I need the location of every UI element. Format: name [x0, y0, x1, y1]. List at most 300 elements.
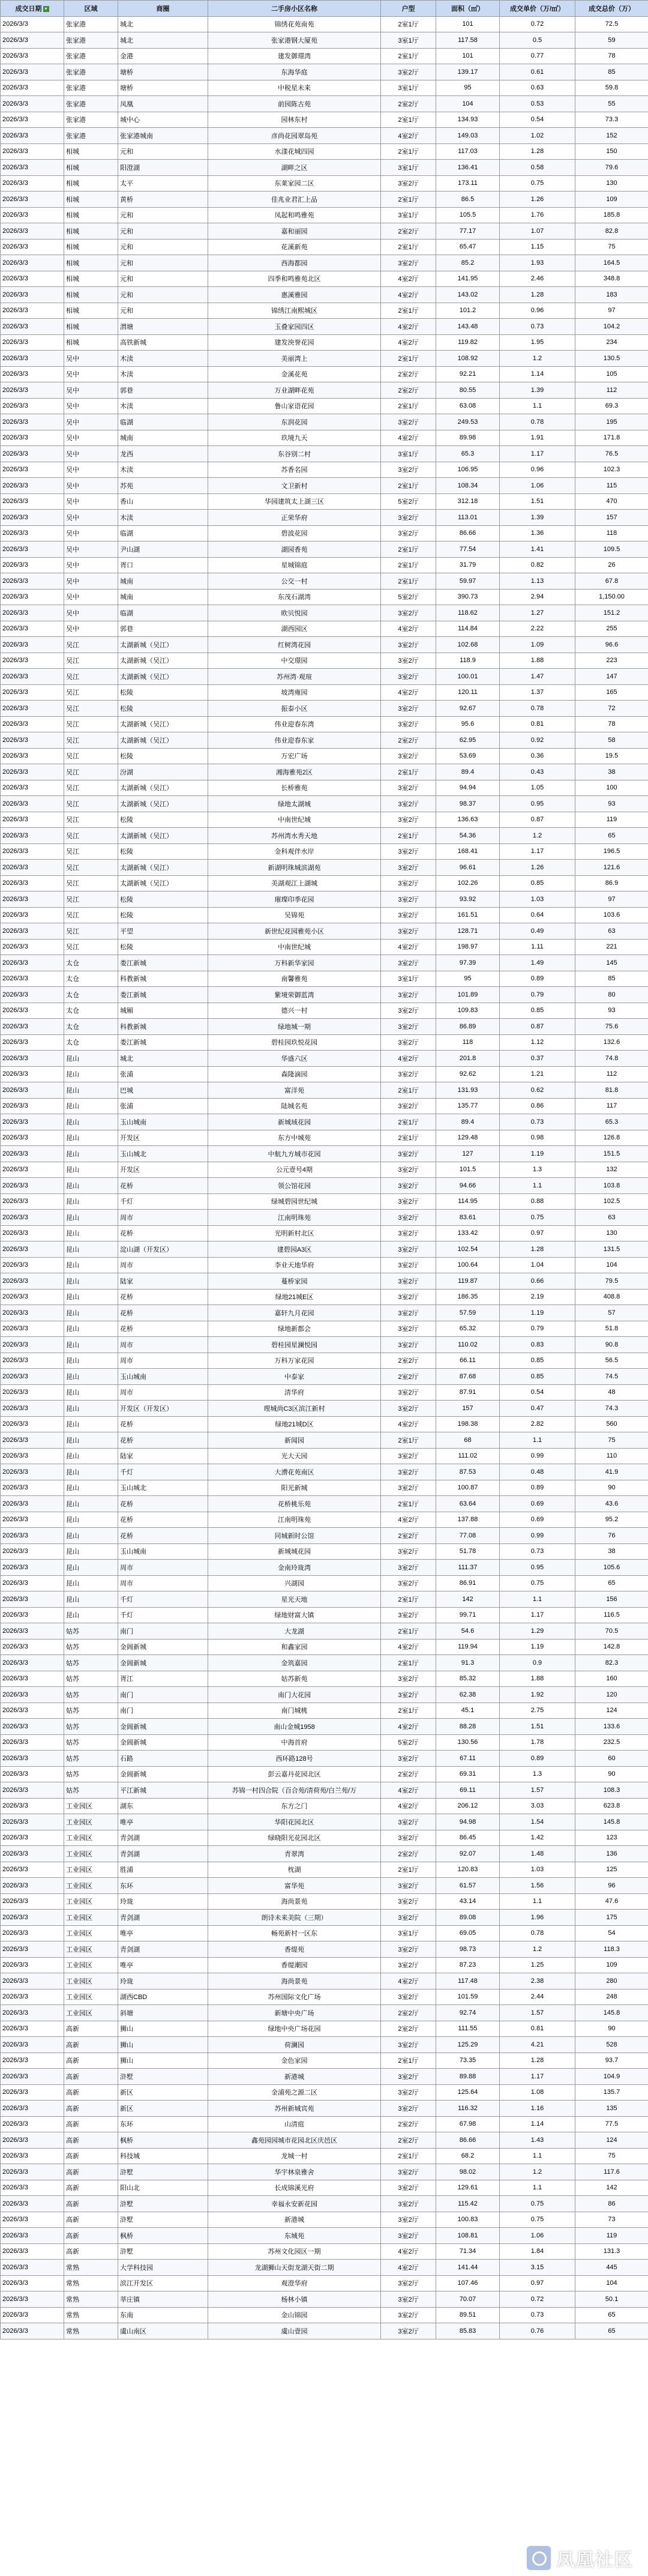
cell-region[interactable]: 工业园区 [64, 2005, 118, 2021]
cell-community[interactable]: 南山金城1958 [208, 1719, 381, 1735]
cell-district[interactable]: 元和 [118, 223, 208, 240]
cell-date[interactable]: 2026/3/3 [1, 143, 64, 160]
cell-community[interactable]: 前园陈古苑 [208, 96, 381, 112]
cell-community[interactable]: 碧桂园玖悦花园 [208, 1034, 381, 1051]
cell-layout[interactable]: 3室2厅 [381, 1957, 436, 1973]
cell-district[interactable]: 尹山湖 [118, 541, 208, 558]
cell-layout[interactable]: 2室1厅 [381, 573, 436, 590]
cell-district[interactable]: 玉山城南 [118, 1369, 208, 1385]
cell-unit-price[interactable]: 1.2 [500, 2164, 575, 2180]
cell-area[interactable]: 133.42 [436, 1225, 500, 1241]
cell-unit-price[interactable]: 1.96 [500, 1910, 575, 1926]
cell-date[interactable]: 2026/3/3 [1, 271, 64, 287]
cell-total-price[interactable]: 90 [575, 1766, 648, 1782]
cell-layout[interactable]: 2室2厅 [381, 2116, 436, 2132]
table-row[interactable] [1, 493, 648, 510]
cell-community[interactable]: 香缇潮园 [208, 1957, 381, 1973]
cell-region[interactable]: 工业园区 [64, 1814, 118, 1830]
cell-total-price[interactable]: 151.2 [575, 605, 648, 621]
table-row[interactable] [1, 112, 648, 128]
cell-total-price[interactable]: 248 [575, 1989, 648, 2005]
cell-community[interactable]: 金科观伴水岸 [208, 843, 381, 860]
cell-unit-price[interactable]: 0.75 [500, 175, 575, 192]
cell-total-price[interactable]: 255 [575, 621, 648, 637]
cell-area[interactable]: 95.6 [436, 716, 500, 732]
cell-area[interactable]: 95 [436, 971, 500, 987]
cell-community[interactable]: 长桥雅苑 [208, 780, 381, 796]
cell-community[interactable]: 绿地太湖城 [208, 796, 381, 812]
cell-region[interactable]: 吴江 [64, 907, 118, 923]
cell-unit-price[interactable]: 0.78 [500, 1925, 575, 1941]
cell-date[interactable]: 2026/3/3 [1, 2307, 64, 2323]
cell-layout[interactable]: 2室1厅 [381, 1623, 436, 1639]
cell-district[interactable]: 狮山 [118, 2037, 208, 2053]
cell-layout[interactable]: 3室2厅 [381, 1464, 436, 1480]
cell-date[interactable]: 2026/3/3 [1, 2069, 64, 2085]
cell-community[interactable]: 南门大花园 [208, 1687, 381, 1703]
cell-region[interactable]: 吴中 [64, 510, 118, 526]
cell-unit-price[interactable]: 0.97 [500, 1225, 575, 1241]
cell-date[interactable]: 2026/3/3 [1, 1066, 64, 1082]
cell-region[interactable]: 昆山 [64, 1401, 118, 1417]
cell-total-price[interactable]: 73.3 [575, 112, 648, 128]
cell-date[interactable]: 2026/3/3 [1, 2291, 64, 2308]
cell-community[interactable]: 苏州文化园区一期 [208, 2243, 381, 2260]
cell-district[interactable]: 唯亭 [118, 1957, 208, 1973]
cell-area[interactable]: 127 [436, 1146, 500, 1162]
cell-layout[interactable]: 4室2厅 [381, 430, 436, 446]
cell-community[interactable]: 花桥桃乐苑 [208, 1496, 381, 1512]
cell-district[interactable]: 临湖 [118, 414, 208, 430]
cell-unit-price[interactable]: 1.27 [500, 605, 575, 621]
cell-area[interactable]: 117.48 [436, 1973, 500, 1989]
cell-district[interactable]: 木渎 [118, 398, 208, 414]
cell-community[interactable]: 鑫苑园园城市花园北区庆邑区 [208, 2132, 381, 2149]
cell-community[interactable]: 嘉轩九月花园 [208, 1305, 381, 1321]
cell-total-price[interactable]: 103.8 [575, 1178, 648, 1194]
cell-region[interactable]: 昆山 [64, 1225, 118, 1241]
cell-area[interactable]: 100.01 [436, 669, 500, 685]
cell-unit-price[interactable]: 1.05 [500, 780, 575, 796]
cell-district[interactable]: 娄江新城 [118, 1034, 208, 1051]
cell-region[interactable]: 吴江 [64, 923, 118, 940]
table-row[interactable] [1, 1034, 648, 1051]
cell-region[interactable]: 昆山 [64, 1051, 118, 1067]
cell-district[interactable]: 狮山 [118, 2053, 208, 2069]
cell-total-price[interactable]: 164.5 [575, 255, 648, 271]
cell-area[interactable]: 102.54 [436, 1241, 500, 1258]
cell-date[interactable]: 2026/3/3 [1, 1193, 64, 1210]
cell-total-price[interactable]: 90.8 [575, 1337, 648, 1353]
cell-date[interactable]: 2026/3/3 [1, 1003, 64, 1019]
cell-layout[interactable]: 4室2厅 [381, 128, 436, 144]
table-row[interactable] [1, 1687, 648, 1703]
cell-total-price[interactable]: 1,150.00 [575, 589, 648, 605]
cell-layout[interactable]: 3室2厅 [381, 1671, 436, 1687]
cell-area[interactable]: 31.79 [436, 557, 500, 573]
table-row[interactable] [1, 510, 648, 526]
cell-total-price[interactable]: 142.8 [575, 1639, 648, 1655]
table-row[interactable] [1, 891, 648, 908]
cell-date[interactable]: 2026/3/3 [1, 1384, 64, 1401]
cell-area[interactable]: 65.32 [436, 1321, 500, 1337]
cell-total-price[interactable]: 72 [575, 701, 648, 717]
cell-district[interactable]: 太湖新城（吴江） [118, 780, 208, 796]
table-row[interactable] [1, 748, 648, 764]
cell-district[interactable]: 东环 [118, 1878, 208, 1894]
cell-district[interactable]: 大学科技园 [118, 2260, 208, 2276]
cell-total-price[interactable]: 69.3 [575, 398, 648, 414]
cell-area[interactable]: 83.61 [436, 1210, 500, 1226]
cell-unit-price[interactable]: 0.85 [500, 1003, 575, 1019]
cell-district[interactable]: 花桥 [118, 1178, 208, 1194]
cell-region[interactable]: 工业园区 [64, 1893, 118, 1910]
table-row[interactable] [1, 1353, 648, 1369]
cell-unit-price[interactable]: 1.1 [500, 1893, 575, 1910]
cell-unit-price[interactable]: 1.1 [500, 2180, 575, 2196]
cell-district[interactable]: 莘庄镇 [118, 2291, 208, 2308]
cell-community[interactable]: 绿地21城E区 [208, 1289, 381, 1305]
table-row[interactable] [1, 1289, 648, 1305]
cell-district[interactable]: 松陵 [118, 939, 208, 955]
cell-area[interactable]: 51.78 [436, 1543, 500, 1560]
table-row[interactable] [1, 1830, 648, 1846]
cell-region[interactable]: 张家港 [64, 96, 118, 112]
cell-unit-price[interactable]: 1.17 [500, 1607, 575, 1623]
cell-unit-price[interactable]: 1.29 [500, 1623, 575, 1639]
cell-community[interactable]: 中交璟园 [208, 653, 381, 669]
cell-region[interactable]: 高新 [64, 2053, 118, 2069]
cell-region[interactable]: 常熟 [64, 2260, 118, 2276]
cell-date[interactable]: 2026/3/3 [1, 223, 64, 240]
cell-total-price[interactable]: 132.6 [575, 1034, 648, 1051]
cell-community[interactable]: 欧贝悦园 [208, 605, 381, 621]
cell-region[interactable]: 昆山 [64, 1591, 118, 1608]
cell-date[interactable]: 2026/3/3 [1, 1878, 64, 1894]
cell-total-price[interactable]: 65 [575, 2323, 648, 2339]
table-row[interactable] [1, 653, 648, 669]
cell-region[interactable]: 吴江 [64, 812, 118, 828]
cell-area[interactable]: 94.66 [436, 1178, 500, 1194]
cell-area[interactable]: 62.38 [436, 1687, 500, 1703]
cell-community[interactable]: 杨林小镇 [208, 2291, 381, 2308]
cell-layout[interactable]: 3室2厅 [381, 2037, 436, 2053]
cell-layout[interactable]: 3室2厅 [381, 1289, 436, 1305]
cell-community[interactable]: 东城苑 [208, 2228, 381, 2244]
table-row[interactable] [1, 1607, 648, 1623]
cell-date[interactable]: 2026/3/3 [1, 1719, 64, 1735]
cell-unit-price[interactable]: 0.95 [500, 1560, 575, 1576]
cell-date[interactable]: 2026/3/3 [1, 1448, 64, 1464]
cell-region[interactable]: 张家港 [64, 32, 118, 49]
cell-area[interactable]: 63.64 [436, 1496, 500, 1512]
cell-region[interactable]: 高新 [64, 2116, 118, 2132]
cell-layout[interactable]: 2室2厅 [381, 2021, 436, 2037]
cell-district[interactable]: 城南 [118, 573, 208, 590]
cell-layout[interactable]: 4室2厅 [381, 1512, 436, 1528]
cell-layout[interactable]: 2室1厅 [381, 192, 436, 208]
cell-layout[interactable]: 4室2厅 [381, 334, 436, 351]
table-row[interactable] [1, 1719, 648, 1735]
cell-layout[interactable]: 3室2厅 [381, 843, 436, 860]
cell-community[interactable]: 新湖明珠城滨湖苑 [208, 860, 381, 876]
cell-total-price[interactable]: 38 [575, 1543, 648, 1560]
cell-area[interactable]: 97.39 [436, 955, 500, 971]
cell-date[interactable]: 2026/3/3 [1, 525, 64, 541]
cell-layout[interactable]: 3室2厅 [381, 462, 436, 478]
table-row[interactable] [1, 2228, 648, 2244]
cell-date[interactable]: 2026/3/3 [1, 1051, 64, 1067]
table-row[interactable] [1, 2101, 648, 2117]
cell-area[interactable]: 136.41 [436, 160, 500, 176]
cell-community[interactable]: 吴锦苑 [208, 907, 381, 923]
cell-district[interactable]: 黄桥 [118, 192, 208, 208]
cell-region[interactable]: 高新 [64, 2212, 118, 2228]
cell-district[interactable]: 陆家 [118, 1273, 208, 1290]
cell-community[interactable]: 玉叠家园四区 [208, 319, 381, 335]
cell-total-price[interactable]: 74.8 [575, 1051, 648, 1067]
cell-total-price[interactable]: 57 [575, 1305, 648, 1321]
cell-area[interactable]: 92.62 [436, 1066, 500, 1082]
cell-unit-price[interactable]: 0.85 [500, 1353, 575, 1369]
cell-region[interactable]: 吴中 [64, 366, 118, 382]
table-row[interactable] [1, 2069, 648, 2085]
cell-date[interactable]: 2026/3/3 [1, 2323, 64, 2339]
cell-date[interactable]: 2026/3/3 [1, 1019, 64, 1035]
cell-district[interactable]: 周市 [118, 1257, 208, 1273]
cell-date[interactable]: 2026/3/3 [1, 351, 64, 367]
cell-unit-price[interactable]: 0.73 [500, 1543, 575, 1560]
cell-community[interactable]: 德兴一村 [208, 1003, 381, 1019]
cell-total-price[interactable]: 65 [575, 1575, 648, 1591]
cell-region[interactable]: 吴中 [64, 382, 118, 399]
cell-total-price[interactable]: 145.8 [575, 2005, 648, 2021]
cell-community[interactable]: 万科新华家园 [208, 955, 381, 971]
cell-total-price[interactable]: 623.8 [575, 1798, 648, 1814]
cell-total-price[interactable]: 81.8 [575, 1082, 648, 1099]
cell-region[interactable]: 相城 [64, 239, 118, 255]
cell-layout[interactable]: 3室1厅 [381, 207, 436, 223]
cell-area[interactable]: 96.61 [436, 860, 500, 876]
cell-district[interactable]: 金阊新城 [118, 1734, 208, 1751]
cell-unit-price[interactable]: 0.63 [500, 80, 575, 96]
table-row[interactable] [1, 764, 648, 780]
cell-total-price[interactable]: 86 [575, 2196, 648, 2212]
cell-region[interactable]: 工业园区 [64, 1910, 118, 1926]
cell-area[interactable]: 86.45 [436, 1830, 500, 1846]
cell-layout[interactable]: 3室2厅 [381, 2291, 436, 2308]
cell-unit-price[interactable]: 2.44 [500, 1989, 575, 2005]
cell-unit-price[interactable]: 0.73 [500, 319, 575, 335]
cell-unit-price[interactable]: 1.21 [500, 1066, 575, 1082]
cell-date[interactable]: 2026/3/3 [1, 430, 64, 446]
cell-region[interactable]: 姑苏 [64, 1687, 118, 1703]
cell-unit-price[interactable]: 1.78 [500, 1734, 575, 1751]
cell-area[interactable]: 66.11 [436, 1353, 500, 1369]
cell-community[interactable]: 海尚景苑 [208, 1893, 381, 1910]
cell-area[interactable]: 100.64 [436, 1257, 500, 1273]
cell-district[interactable]: 渭塘 [118, 319, 208, 335]
cell-area[interactable]: 111.55 [436, 2021, 500, 2037]
cell-total-price[interactable]: 97 [575, 891, 648, 908]
cell-layout[interactable]: 3室2厅 [381, 701, 436, 717]
cell-unit-price[interactable]: 1.1 [500, 1591, 575, 1608]
cell-region[interactable]: 昆山 [64, 1178, 118, 1194]
cell-date[interactable]: 2026/3/3 [1, 764, 64, 780]
cell-community[interactable]: 龙城一村 [208, 2148, 381, 2164]
cell-region[interactable]: 昆山 [64, 1289, 118, 1305]
cell-layout[interactable]: 3室2厅 [381, 923, 436, 940]
cell-date[interactable]: 2026/3/3 [1, 684, 64, 701]
cell-total-price[interactable]: 104 [575, 2275, 648, 2291]
table-row[interactable] [1, 1766, 648, 1782]
cell-total-price[interactable]: 126.8 [575, 1130, 648, 1146]
cell-community[interactable]: 光大天园 [208, 1448, 381, 1464]
cell-district[interactable]: 千灯 [118, 1607, 208, 1623]
cell-area[interactable]: 61.57 [436, 1878, 500, 1894]
cell-community[interactable]: 绿地新都会 [208, 1321, 381, 1337]
cell-district[interactable]: 太湖新城（吴江） [118, 716, 208, 732]
cell-region[interactable]: 吴江 [64, 780, 118, 796]
cell-community[interactable]: 新城城花园 [208, 1543, 381, 1560]
cell-unit-price[interactable]: 1.57 [500, 2005, 575, 2021]
cell-district[interactable]: 木渎 [118, 366, 208, 382]
cell-total-price[interactable]: 135 [575, 2101, 648, 2117]
cell-community[interactable]: 中南世纪城 [208, 812, 381, 828]
cell-region[interactable]: 吴中 [64, 398, 118, 414]
cell-region[interactable]: 常熟 [64, 2307, 118, 2323]
table-row[interactable] [1, 366, 648, 382]
cell-community[interactable]: 璀璨印季花园 [208, 891, 381, 908]
cell-community[interactable]: 中海首府 [208, 1734, 381, 1751]
cell-unit-price[interactable]: 1.3 [500, 1766, 575, 1782]
cell-community[interactable]: 美丽湾上 [208, 351, 381, 367]
cell-area[interactable]: 390.73 [436, 589, 500, 605]
cell-district[interactable]: 郭巷 [118, 382, 208, 399]
table-row[interactable] [1, 860, 648, 876]
cell-district[interactable]: 新区 [118, 2084, 208, 2101]
cell-total-price[interactable]: 67.8 [575, 573, 648, 590]
cell-layout[interactable]: 3室2厅 [381, 812, 436, 828]
cell-district[interactable]: 城北 [118, 32, 208, 49]
table-row[interactable] [1, 351, 648, 367]
cell-area[interactable]: 89.98 [436, 430, 500, 446]
cell-district[interactable]: 香山 [118, 493, 208, 510]
table-row[interactable] [1, 684, 648, 701]
cell-total-price[interactable]: 93 [575, 1003, 648, 1019]
table-row[interactable] [1, 1543, 648, 1560]
cell-district[interactable]: 娄江新城 [118, 955, 208, 971]
cell-unit-price[interactable]: 0.87 [500, 1019, 575, 1035]
cell-district[interactable]: 虞山南区 [118, 2323, 208, 2339]
cell-date[interactable]: 2026/3/3 [1, 1941, 64, 1958]
cell-layout[interactable]: 3室2厅 [381, 2101, 436, 2117]
cell-layout[interactable]: 3室1厅 [381, 80, 436, 96]
cell-date[interactable]: 2026/3/3 [1, 1734, 64, 1751]
cell-community[interactable]: 万宏广场 [208, 748, 381, 764]
cell-region[interactable]: 吴中 [64, 573, 118, 590]
cell-district[interactable]: 开发区 [118, 1162, 208, 1178]
cell-unit-price[interactable]: 0.96 [500, 462, 575, 478]
cell-area[interactable]: 139.17 [436, 64, 500, 80]
table-row[interactable] [1, 637, 648, 653]
cell-unit-price[interactable]: 1.03 [500, 1862, 575, 1878]
cell-unit-price[interactable]: 0.89 [500, 1751, 575, 1767]
table-row[interactable] [1, 1910, 648, 1926]
cell-area[interactable]: 125.64 [436, 2084, 500, 2101]
cell-region[interactable]: 昆山 [64, 1305, 118, 1321]
cell-area[interactable]: 125.29 [436, 2037, 500, 2053]
cell-unit-price[interactable]: 1.51 [500, 493, 575, 510]
cell-date[interactable]: 2026/3/3 [1, 112, 64, 128]
cell-district[interactable]: 科教新城 [118, 1019, 208, 1035]
cell-date[interactable]: 2026/3/3 [1, 701, 64, 717]
cell-unit-price[interactable]: 4.21 [500, 2037, 575, 2053]
cell-date[interactable]: 2026/3/3 [1, 2212, 64, 2228]
cell-date[interactable]: 2026/3/3 [1, 2132, 64, 2149]
cell-unit-price[interactable]: 0.98 [500, 1130, 575, 1146]
cell-area[interactable]: 117.58 [436, 32, 500, 49]
table-row[interactable] [1, 382, 648, 399]
cell-community[interactable]: 美湖观江上湖城 [208, 875, 381, 891]
cell-community[interactable]: 碧桂园星澜悦园 [208, 1337, 381, 1353]
cell-unit-price[interactable]: 1.09 [500, 637, 575, 653]
cell-total-price[interactable]: 59 [575, 32, 648, 49]
cell-total-price[interactable]: 58 [575, 732, 648, 749]
cell-community[interactable]: 金溪花苑 [208, 366, 381, 382]
table-row[interactable] [1, 1241, 648, 1258]
cell-date[interactable]: 2026/3/3 [1, 96, 64, 112]
cell-district[interactable]: 科技城 [118, 2148, 208, 2164]
cell-unit-price[interactable]: 2.22 [500, 621, 575, 637]
cell-area[interactable]: 101.89 [436, 987, 500, 1003]
cell-community[interactable]: 东方之门 [208, 1798, 381, 1814]
cell-community[interactable]: 鲁山家语花园 [208, 398, 381, 414]
cell-region[interactable]: 相城 [64, 160, 118, 176]
cell-unit-price[interactable]: 1.13 [500, 573, 575, 590]
cell-total-price[interactable]: 75 [575, 239, 648, 255]
cell-district[interactable]: 唯亭 [118, 1814, 208, 1830]
cell-region[interactable]: 高新 [64, 2228, 118, 2244]
cell-community[interactable]: 星城锦庭 [208, 557, 381, 573]
cell-area[interactable]: 87.53 [436, 1464, 500, 1480]
cell-community[interactable]: 苏锦一村四合院（百合苑/清荷苑/白兰苑/万 [208, 1782, 381, 1799]
cell-community[interactable]: 星光天地 [208, 1591, 381, 1608]
cell-region[interactable]: 工业园区 [64, 1878, 118, 1894]
cell-community[interactable]: 园林东村 [208, 112, 381, 128]
cell-unit-price[interactable]: 1.17 [500, 843, 575, 860]
cell-unit-price[interactable]: 0.9 [500, 1655, 575, 1671]
cell-region[interactable]: 张家港 [64, 64, 118, 80]
cell-total-price[interactable]: 63 [575, 1210, 648, 1226]
cell-date[interactable]: 2026/3/3 [1, 510, 64, 526]
cell-community[interactable]: 绿地中央广场花园 [208, 2021, 381, 2037]
cell-community[interactable]: 伟业迎春东湾 [208, 716, 381, 732]
cell-region[interactable]: 吴江 [64, 701, 118, 717]
table-row[interactable] [1, 1862, 648, 1878]
cell-area[interactable]: 87.68 [436, 1369, 500, 1385]
cell-unit-price[interactable]: 2.94 [500, 589, 575, 605]
table-row[interactable] [1, 1178, 648, 1194]
cell-layout[interactable]: 2室2厅 [381, 96, 436, 112]
cell-community[interactable]: 金南玲珑湾 [208, 1560, 381, 1576]
cell-unit-price[interactable]: 1.1 [500, 1178, 575, 1194]
cell-region[interactable]: 吴中 [64, 541, 118, 558]
table-row[interactable] [1, 2291, 648, 2308]
cell-layout[interactable]: 3室2厅 [381, 510, 436, 526]
cell-layout[interactable]: 3室2厅 [381, 1543, 436, 1560]
cell-unit-price[interactable]: 1.12 [500, 1034, 575, 1051]
